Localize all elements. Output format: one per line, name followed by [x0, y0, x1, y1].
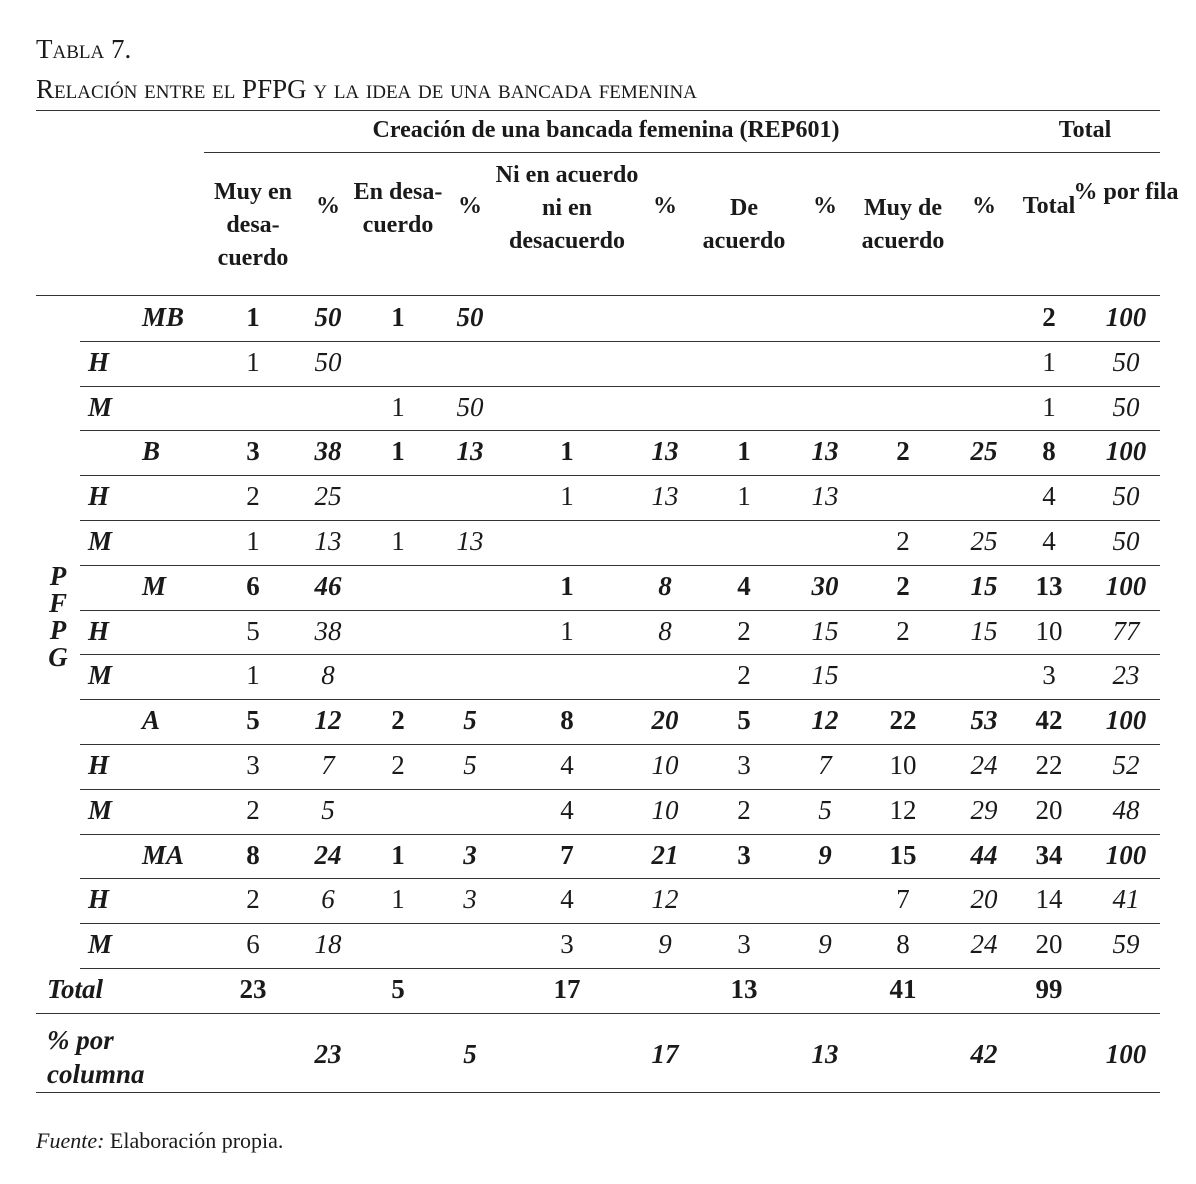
count-cell: 5	[737, 705, 751, 736]
group-label: B	[142, 436, 161, 467]
percent-cell: 8	[658, 570, 672, 601]
count-cell: 4	[560, 794, 574, 825]
percent-cell: 24	[970, 750, 998, 780]
table-label: Tabla 7.	[36, 34, 132, 64]
sex-label: H	[88, 750, 110, 780]
row-rule	[80, 654, 1160, 655]
count-cell: 34	[1035, 839, 1063, 870]
percent-cell: 13	[314, 526, 342, 556]
percent-cell: 52	[1112, 750, 1140, 780]
count-cell: 6	[246, 929, 260, 960]
percent-cell: 13	[456, 526, 484, 556]
count-cell: 4	[1042, 481, 1056, 512]
total-cell: 99	[1035, 974, 1063, 1004]
group-rule	[204, 152, 1160, 153]
count-cell: 3	[737, 929, 751, 960]
group-label: MA	[142, 839, 185, 870]
count-cell: 4	[560, 750, 574, 780]
row-rule	[80, 386, 1160, 387]
row-rule	[80, 430, 1160, 431]
percent-cell: 9	[818, 929, 832, 960]
percent-cell: 100	[1105, 705, 1147, 736]
row-rule	[80, 520, 1160, 521]
count-cell: 3	[246, 436, 260, 467]
row-rule	[80, 878, 1160, 879]
row-rule	[80, 744, 1160, 745]
count-cell: 1	[560, 481, 574, 512]
count-cell: 20	[1035, 929, 1063, 960]
source-note	[36, 1128, 283, 1154]
column-header: Muy en desa- cuerdo	[214, 179, 292, 271]
total-cell: 13	[730, 974, 758, 1004]
row-dimension-label: PFPG	[48, 561, 68, 672]
percent-cell: 8	[658, 615, 672, 646]
group-header: Creación de una bancada femenina (REP601)	[372, 117, 840, 143]
column-percent-label: % por columna	[47, 1024, 145, 1089]
column-header: De acuerdo	[702, 195, 786, 254]
count-cell: 1	[737, 436, 751, 467]
column-header: %	[653, 193, 677, 219]
percent-cell: 100	[1105, 839, 1147, 870]
percent-cell: 29	[970, 794, 998, 825]
percent-cell: 50	[1112, 526, 1140, 556]
percent-cell: 25	[314, 481, 342, 512]
percent-cell: 13	[811, 436, 839, 467]
row-rule	[80, 699, 1160, 700]
percent-cell: 50	[1112, 391, 1140, 422]
percent-cell: 77	[1112, 615, 1140, 646]
column-percent-cell: 5	[463, 1038, 477, 1069]
count-cell: 3	[737, 839, 751, 870]
count-cell: 1	[391, 526, 405, 556]
count-cell: 2	[246, 794, 260, 825]
count-cell: 3	[737, 750, 751, 780]
percent-cell: 50	[1112, 481, 1140, 512]
count-cell: 1	[560, 615, 574, 646]
percent-cell: 8	[321, 660, 335, 691]
row-rule	[80, 968, 1160, 969]
count-cell: 2	[896, 526, 910, 556]
percent-cell: 50	[314, 346, 342, 377]
group-label: A	[142, 705, 161, 736]
count-cell: 7	[896, 884, 910, 915]
count-cell: 13	[1035, 570, 1063, 601]
sex-label: H	[88, 481, 110, 512]
percent-cell: 5	[818, 794, 832, 825]
total-cell: 17	[553, 974, 581, 1004]
percent-cell: 50	[456, 302, 484, 332]
row-rule	[80, 834, 1160, 835]
total-cell: 23	[239, 974, 267, 1004]
percent-cell: 12	[811, 705, 839, 736]
count-cell: 42	[1035, 705, 1063, 736]
sex-label: M	[88, 526, 113, 556]
total-cell: 41	[889, 974, 917, 1004]
percent-cell: 13	[651, 481, 679, 512]
source-label: Fuente:	[36, 1128, 105, 1153]
sex-label: M	[88, 794, 113, 825]
percent-cell: 20	[970, 884, 998, 915]
percent-cell: 7	[818, 750, 832, 780]
count-cell: 5	[246, 615, 260, 646]
column-header: %	[458, 193, 482, 219]
count-cell: 8	[1042, 436, 1056, 467]
count-cell: 2	[391, 705, 405, 736]
percent-cell: 38	[314, 615, 342, 646]
count-cell: 5	[246, 705, 260, 736]
count-cell: 2	[246, 884, 260, 915]
count-cell: 22	[889, 705, 917, 736]
percent-cell: 30	[811, 570, 839, 601]
percent-cell: 10	[651, 750, 679, 780]
column-percent-cell: 13	[811, 1038, 839, 1069]
sex-label: M	[88, 660, 113, 691]
percent-cell: 41	[1112, 884, 1140, 915]
count-cell: 1	[391, 436, 405, 467]
percent-cell: 46	[314, 570, 342, 601]
count-cell: 2	[391, 750, 405, 780]
count-cell: 1	[246, 346, 260, 377]
percent-cell: 15	[811, 615, 839, 646]
percent-cell: 100	[1105, 570, 1147, 601]
group-label: MB	[142, 302, 185, 332]
percent-cell: 18	[314, 929, 342, 960]
total-cell: 5	[391, 974, 405, 1004]
column-percent-cell: 100	[1105, 1038, 1147, 1069]
count-cell: 7	[560, 839, 574, 870]
percent-cell: 21	[651, 839, 679, 870]
table-title: Relación entre el PFPG y la idea de una bancada femenina	[36, 74, 697, 104]
sex-label: H	[88, 884, 110, 915]
percent-cell: 15	[970, 615, 998, 646]
count-cell: 4	[1042, 526, 1056, 556]
row-rule	[80, 565, 1160, 566]
sex-label: M	[88, 929, 113, 960]
count-cell: 8	[560, 705, 574, 736]
row-rule	[80, 341, 1160, 342]
sex-label: H	[88, 346, 110, 377]
percent-cell: 53	[970, 705, 998, 736]
count-cell: 2	[896, 570, 910, 601]
percent-cell: 44	[970, 839, 998, 870]
count-cell: 3	[1042, 660, 1056, 691]
group-label: M	[142, 570, 167, 601]
header-rule	[36, 295, 1160, 296]
column-header: Total	[1022, 193, 1076, 219]
percent-cell: 15	[811, 660, 839, 691]
count-cell: 2	[896, 615, 910, 646]
column-percent-cell: 42	[970, 1038, 998, 1069]
count-cell: 2	[737, 615, 751, 646]
percent-cell: 3	[463, 839, 477, 870]
count-cell: 2	[737, 660, 751, 691]
column-header: Ni en acuerdo ni en desacuerdo	[495, 162, 639, 254]
sex-label: M	[88, 391, 113, 422]
percent-cell: 9	[818, 839, 832, 870]
column-percent-cell: 17	[651, 1038, 679, 1069]
percent-cell: 48	[1112, 794, 1140, 825]
column-header: %	[813, 193, 837, 219]
count-cell: 1	[1042, 346, 1056, 377]
count-cell: 1	[391, 391, 405, 422]
column-percent-cell: 23	[314, 1038, 342, 1069]
column-header: Muy de acuerdo	[861, 195, 945, 254]
percent-cell: 6	[321, 884, 335, 915]
row-rule	[80, 610, 1160, 611]
count-cell: 2	[1042, 302, 1056, 332]
percent-cell: 15	[970, 570, 998, 601]
column-header: %	[316, 193, 340, 219]
percent-cell: 23	[1112, 660, 1140, 691]
percent-cell: 25	[970, 436, 998, 467]
percent-cell: 7	[321, 750, 335, 780]
sex-label: H	[88, 615, 110, 646]
count-cell: 12	[889, 794, 917, 825]
count-cell: 4	[737, 570, 751, 601]
column-header: En desa- cuerdo	[353, 179, 443, 238]
bottom-rule	[36, 1092, 1160, 1093]
count-cell: 3	[560, 929, 574, 960]
count-cell: 1	[246, 302, 260, 332]
percent-cell: 38	[314, 436, 342, 467]
count-cell: 14	[1035, 884, 1063, 915]
column-header: %	[972, 193, 996, 219]
count-cell: 1	[391, 884, 405, 915]
total-group-header: Total	[1058, 117, 1112, 143]
count-cell: 6	[246, 570, 260, 601]
count-cell: 1	[560, 436, 574, 467]
count-cell: 10	[889, 750, 917, 780]
count-cell: 3	[246, 750, 260, 780]
percent-cell: 50	[1112, 346, 1140, 377]
percent-cell: 12	[314, 705, 342, 736]
percent-cell: 24	[970, 929, 998, 960]
percent-cell: 50	[456, 391, 484, 422]
count-cell: 1	[246, 660, 260, 691]
count-cell: 10	[1035, 615, 1063, 646]
count-cell: 2	[896, 436, 910, 467]
column-header: % por fila	[1073, 179, 1179, 205]
percent-cell: 5	[463, 750, 477, 780]
row-rule	[80, 475, 1160, 476]
percent-cell: 5	[321, 794, 335, 825]
count-cell: 1	[1042, 391, 1056, 422]
count-cell: 22	[1035, 750, 1063, 780]
percent-cell: 20	[651, 705, 679, 736]
percent-cell: 13	[456, 436, 484, 467]
percent-cell: 13	[811, 481, 839, 512]
count-cell: 15	[889, 839, 917, 870]
totals-rule	[36, 1013, 1160, 1014]
percent-cell: 25	[970, 526, 998, 556]
count-cell: 8	[896, 929, 910, 960]
source-text: Elaboración propia.	[104, 1128, 284, 1153]
row-rule	[80, 923, 1160, 924]
percent-cell: 100	[1105, 436, 1147, 467]
percent-cell: 12	[651, 884, 679, 915]
percent-cell: 50	[314, 302, 342, 332]
percent-cell: 13	[651, 436, 679, 467]
count-cell: 1	[737, 481, 751, 512]
count-cell: 20	[1035, 794, 1063, 825]
percent-cell: 100	[1105, 302, 1147, 332]
count-cell: 2	[737, 794, 751, 825]
row-rule	[80, 789, 1160, 790]
percent-cell: 10	[651, 794, 679, 825]
top-rule	[36, 110, 1160, 111]
count-cell: 2	[246, 481, 260, 512]
percent-cell: 59	[1112, 929, 1140, 960]
count-cell: 8	[246, 839, 260, 870]
count-cell: 1	[560, 570, 574, 601]
count-cell: 1	[391, 302, 405, 332]
count-cell: 4	[560, 884, 574, 915]
percent-cell: 24	[314, 839, 342, 870]
percent-cell: 3	[463, 884, 477, 915]
percent-cell: 9	[658, 929, 672, 960]
totals-label: Total	[47, 974, 104, 1004]
percent-cell: 5	[463, 705, 477, 736]
count-cell: 1	[246, 526, 260, 556]
count-cell: 1	[391, 839, 405, 870]
